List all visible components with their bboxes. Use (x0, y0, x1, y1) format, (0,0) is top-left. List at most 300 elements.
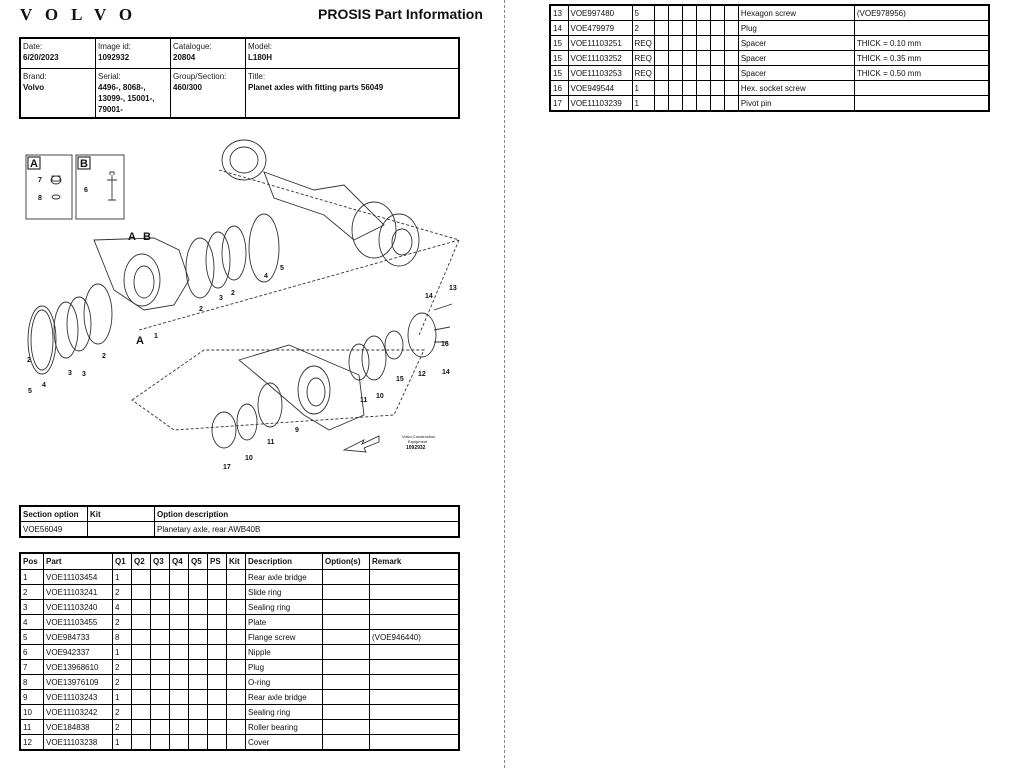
table-cell: 14 (550, 21, 568, 36)
table-row (20, 600, 459, 615)
table-cell: Plug (738, 21, 854, 36)
table-cell (189, 600, 208, 615)
table-cell: 4 (113, 600, 132, 615)
table-cell (854, 81, 989, 96)
callout-11a: 11 (360, 397, 368, 404)
q2-header: Q2 (132, 553, 151, 570)
table-cell (710, 51, 724, 66)
table-row (550, 66, 989, 81)
table-cell (151, 690, 170, 705)
table-cell: Pivot pin (738, 96, 854, 112)
table-cell: 2 (113, 705, 132, 720)
table-cell: VOE984733 (44, 630, 113, 645)
callout-16: 16 (441, 341, 449, 348)
catalogue-label: Catalogue: (173, 42, 212, 51)
table-cell (724, 5, 738, 21)
table-cell (208, 615, 227, 630)
table-cell (151, 615, 170, 630)
table-cell (132, 645, 151, 660)
table-cell: 11 (20, 720, 44, 735)
volvo-logo: VOLVO (20, 5, 146, 24)
q4-header: Q4 (170, 553, 189, 570)
table-cell (189, 675, 208, 690)
table-cell: VOE11103454 (44, 570, 113, 585)
catalogue-cell (171, 38, 246, 68)
diagram-caption-line2: Equipment (408, 439, 428, 444)
table-cell (227, 615, 246, 630)
table-cell (227, 690, 246, 705)
table-cell: THICK = 0.10 mm (854, 36, 989, 51)
remark-header: Remark (370, 553, 460, 570)
q3-header: Q3 (151, 553, 170, 570)
table-cell: 15 (550, 66, 568, 81)
callout-3a: 3 (82, 371, 86, 378)
table-cell: 1 (632, 96, 654, 112)
option-description-header: Option description (155, 506, 460, 522)
table-cell (151, 705, 170, 720)
table-cell: Spacer (738, 36, 854, 51)
image-id-label: Image id: (98, 42, 131, 51)
brand-label: Brand: (23, 71, 47, 81)
table-cell (132, 720, 151, 735)
table-cell (323, 690, 370, 705)
table-cell: 7 (20, 660, 44, 675)
pos-header: Pos (20, 553, 44, 570)
table-row (550, 96, 989, 112)
table-cell (189, 630, 208, 645)
table-cell (151, 600, 170, 615)
callout-5a: 5 (280, 265, 284, 272)
callout-6: 6 (84, 187, 88, 194)
table-cell: VOE949544 (568, 81, 632, 96)
table-cell (323, 585, 370, 600)
callout-12: 12 (418, 371, 426, 378)
table-cell: Spacer (738, 51, 854, 66)
table-cell: VOE11103243 (44, 690, 113, 705)
table-cell (724, 81, 738, 96)
page-divider (504, 0, 505, 768)
table-cell: 2 (113, 585, 132, 600)
callout-9: 9 (295, 427, 299, 434)
table-cell: 8 (20, 675, 44, 690)
title-label: Title: (248, 71, 266, 81)
table-cell: 2 (113, 615, 132, 630)
table-cell (189, 585, 208, 600)
callout-11b: 11 (267, 439, 275, 446)
table-cell (151, 630, 170, 645)
table-cell (170, 660, 189, 675)
table-cell (170, 585, 189, 600)
table-cell: 13 (550, 5, 568, 21)
table-row (550, 36, 989, 51)
table-cell: Cover (246, 735, 323, 751)
table-cell: 2 (632, 21, 654, 36)
table-cell (682, 81, 696, 96)
table-cell (189, 690, 208, 705)
table-row (20, 735, 459, 751)
table-row (20, 660, 459, 675)
table-cell (208, 600, 227, 615)
description-header: Description (246, 553, 323, 570)
table-cell: Sealing ring (246, 705, 323, 720)
table-cell: 1 (113, 735, 132, 751)
table-cell: 2 (113, 660, 132, 675)
table-cell: 9 (20, 690, 44, 705)
table-cell (724, 36, 738, 51)
callout-17: 17 (223, 464, 231, 471)
table-cell: THICK = 0.50 mm (854, 66, 989, 81)
table-cell: 2 (113, 675, 132, 690)
table-cell (710, 81, 724, 96)
table-cell (370, 600, 460, 615)
group-value: 460/300 (173, 82, 202, 92)
table-cell (682, 66, 696, 81)
diagram-caption-id: 1092932 (406, 445, 426, 451)
ps-header: PS (208, 553, 227, 570)
group-label: Group/Section: (173, 71, 227, 81)
title-value: Planet axles with fitting parts 56049 (248, 82, 384, 92)
table-cell (132, 570, 151, 585)
table-cell: Rear axle bridge (246, 570, 323, 585)
table-cell (682, 36, 696, 51)
table-cell (170, 615, 189, 630)
table-cell (151, 720, 170, 735)
section-option-value: VOE56049 (20, 522, 88, 538)
callout-15: 15 (396, 376, 404, 383)
image-id-value: 1092932 (98, 53, 130, 62)
table-cell: VOE184838 (44, 720, 113, 735)
detail-a-label: A (30, 158, 38, 170)
serial-cell (96, 68, 171, 118)
table-row (550, 81, 989, 96)
table-cell (696, 81, 710, 96)
table-cell (710, 36, 724, 51)
table-cell (323, 615, 370, 630)
table-cell: Rear axle bridge (246, 690, 323, 705)
table-cell: 1 (20, 570, 44, 585)
table-row (20, 675, 459, 690)
table-cell: VOE11103240 (44, 600, 113, 615)
table-cell (710, 66, 724, 81)
table-cell (323, 630, 370, 645)
model-cell (246, 38, 460, 68)
table-cell (208, 630, 227, 645)
table-cell (370, 615, 460, 630)
callout-2c: 2 (231, 290, 235, 297)
callout-2a: 2 (199, 306, 203, 313)
table-cell (151, 645, 170, 660)
model-label: Model: (248, 42, 273, 51)
callout-8: 8 (38, 195, 42, 202)
image-id-cell (96, 38, 171, 68)
table-cell: Nipple (246, 645, 323, 660)
group-cell (171, 68, 246, 118)
table-cell (696, 36, 710, 51)
callout-a-bottom: A (136, 335, 144, 347)
table-cell (132, 735, 151, 751)
table-cell (189, 735, 208, 751)
table-cell: Roller bearing (246, 720, 323, 735)
callout-4a: 4 (264, 273, 268, 280)
table-cell: 10 (20, 705, 44, 720)
table-cell (654, 51, 668, 66)
table-cell (189, 705, 208, 720)
section-option-table (19, 505, 460, 538)
date-label: Date: (23, 42, 43, 51)
date-value: 6/20/2023 (23, 53, 59, 62)
table-cell (710, 5, 724, 21)
table-cell (189, 615, 208, 630)
table-cell (227, 570, 246, 585)
kit-col-header: Kit (227, 553, 246, 570)
table-cell (132, 615, 151, 630)
table-cell (189, 720, 208, 735)
table-cell (696, 5, 710, 21)
table-cell: (VOE946440) (370, 630, 460, 645)
table-cell (151, 570, 170, 585)
table-cell (208, 705, 227, 720)
table-cell (208, 720, 227, 735)
table-cell (208, 585, 227, 600)
section-option-header: Section option (20, 506, 88, 522)
q1-header: Q1 (113, 553, 132, 570)
table-cell (170, 705, 189, 720)
table-cell (370, 645, 460, 660)
detail-b-label: B (80, 158, 88, 170)
table-cell: 12 (20, 735, 44, 751)
exploded-diagram (14, 130, 474, 475)
table-cell (370, 735, 460, 751)
table-cell: 15 (550, 36, 568, 51)
table-cell: VOE11103238 (44, 735, 113, 751)
table-cell: 2 (20, 585, 44, 600)
table-cell: VOE11103239 (568, 96, 632, 112)
table-cell: 3 (20, 600, 44, 615)
table-cell: VOE11103241 (44, 585, 113, 600)
section-row (20, 522, 459, 538)
callout-3c: 3 (68, 370, 72, 377)
diagram-caption-line1: Volvo Construction (402, 434, 436, 439)
callout-a-top: A (128, 231, 136, 243)
table-cell (854, 96, 989, 112)
table-cell: Slide ring (246, 585, 323, 600)
table-cell: 4 (20, 615, 44, 630)
table-cell (370, 690, 460, 705)
table-cell: 1 (113, 690, 132, 705)
table-cell: Plate (246, 615, 323, 630)
table-cell (227, 645, 246, 660)
table-cell (170, 645, 189, 660)
table-cell: REQ (632, 36, 654, 51)
table-cell (323, 720, 370, 735)
table-cell (323, 660, 370, 675)
table-row (20, 570, 459, 585)
table-cell: VOE13968610 (44, 660, 113, 675)
table-cell: 2 (113, 720, 132, 735)
table-cell (682, 21, 696, 36)
table-cell (208, 690, 227, 705)
table-cell: VOE997480 (568, 5, 632, 21)
table-cell: 5 (20, 630, 44, 645)
table-row (550, 5, 989, 21)
table-row (550, 21, 989, 36)
table-cell: REQ (632, 51, 654, 66)
table-cell: Flange screw (246, 630, 323, 645)
table-cell: 1 (113, 645, 132, 660)
kit-header: Kit (88, 506, 155, 522)
callout-2d: 2 (27, 357, 31, 364)
table-cell: VOE11103455 (44, 615, 113, 630)
table-cell (668, 51, 682, 66)
table-cell: VOE11103252 (568, 51, 632, 66)
callout-5b: 5 (28, 388, 32, 395)
table-row (20, 585, 459, 600)
table-cell (132, 675, 151, 690)
catalogue-value: 20804 (173, 53, 196, 62)
table-cell (132, 585, 151, 600)
parts-table (19, 552, 460, 751)
table-cell (170, 600, 189, 615)
table-cell (668, 96, 682, 112)
table-row (20, 720, 459, 735)
table-cell (132, 705, 151, 720)
table-cell: VOE942337 (44, 645, 113, 660)
callout-7: 7 (38, 177, 42, 184)
table-cell (724, 96, 738, 112)
table-cell (654, 36, 668, 51)
table-cell (208, 660, 227, 675)
options-header: Option(s) (323, 553, 370, 570)
table-cell: 17 (550, 96, 568, 112)
table-row (20, 645, 459, 660)
table-cell (724, 21, 738, 36)
table-cell (696, 66, 710, 81)
table-cell (227, 630, 246, 645)
table-cell (654, 81, 668, 96)
table-cell (189, 660, 208, 675)
table-cell (151, 585, 170, 600)
table-cell (170, 735, 189, 751)
table-cell: (VOE978956) (854, 5, 989, 21)
table-cell (227, 735, 246, 751)
table-cell (208, 675, 227, 690)
table-cell (170, 630, 189, 645)
table-cell (323, 735, 370, 751)
table-cell: 1 (632, 81, 654, 96)
table-cell: O-ring (246, 675, 323, 690)
table-cell (208, 570, 227, 585)
section-header-row (20, 506, 459, 522)
table-cell (151, 660, 170, 675)
kit-value (88, 522, 155, 538)
table-cell: 5 (632, 5, 654, 21)
table-cell (654, 5, 668, 21)
table-cell: 6 (20, 645, 44, 660)
table-cell: VOE11103251 (568, 36, 632, 51)
table-cell (724, 66, 738, 81)
table-cell (227, 585, 246, 600)
table-cell (370, 720, 460, 735)
brand-cell (20, 68, 96, 118)
table-cell (170, 720, 189, 735)
table-cell (170, 690, 189, 705)
table-cell (668, 21, 682, 36)
table-row (20, 690, 459, 705)
table-cell (323, 570, 370, 585)
callout-2b: 2 (102, 353, 106, 360)
table-cell: REQ (632, 66, 654, 81)
title-cell (246, 68, 460, 118)
table-cell (370, 660, 460, 675)
q5-header: Q5 (189, 553, 208, 570)
table-cell (170, 570, 189, 585)
callout-b-top: B (143, 231, 151, 243)
parts-header-row (20, 553, 459, 570)
table-cell (654, 66, 668, 81)
table-cell (227, 705, 246, 720)
part-header: Part (44, 553, 113, 570)
table-cell: THICK = 0.35 mm (854, 51, 989, 66)
table-cell (696, 96, 710, 112)
table-cell (151, 675, 170, 690)
table-cell: 15 (550, 51, 568, 66)
table-cell (370, 585, 460, 600)
table-cell (668, 5, 682, 21)
table-cell (696, 51, 710, 66)
table-cell (189, 570, 208, 585)
table-cell (227, 600, 246, 615)
table-row (20, 630, 459, 645)
table-cell (682, 96, 696, 112)
table-cell (668, 36, 682, 51)
page-title: PROSIS Part Information (318, 6, 483, 22)
table-cell (654, 21, 668, 36)
table-cell (227, 675, 246, 690)
table-cell (132, 690, 151, 705)
table-cell (208, 735, 227, 751)
table-cell (710, 21, 724, 36)
table-cell: 8 (113, 630, 132, 645)
table-row (550, 51, 989, 66)
table-cell (724, 51, 738, 66)
callout-10a: 10 (376, 393, 384, 400)
callout-10b: 10 (245, 455, 253, 462)
table-cell: VOE11103242 (44, 705, 113, 720)
table-cell: Hex. socket screw (738, 81, 854, 96)
table-row (20, 705, 459, 720)
table-cell: VOE13976109 (44, 675, 113, 690)
table-cell: 1 (113, 570, 132, 585)
table-cell: Spacer (738, 66, 854, 81)
table-cell (323, 675, 370, 690)
table-cell: Plug (246, 660, 323, 675)
table-cell (668, 66, 682, 81)
table-cell: VOE11103253 (568, 66, 632, 81)
model-value: L180H (248, 53, 273, 62)
table-cell (151, 735, 170, 751)
table-cell (682, 51, 696, 66)
table-cell (323, 705, 370, 720)
table-cell (132, 630, 151, 645)
table-cell (682, 5, 696, 21)
table-cell (323, 645, 370, 660)
date-cell (20, 38, 96, 68)
table-cell (132, 660, 151, 675)
callout-3b: 3 (219, 295, 223, 302)
callout-1: 1 (154, 333, 158, 340)
serial-label: Serial: (98, 71, 121, 81)
table-row (20, 615, 459, 630)
